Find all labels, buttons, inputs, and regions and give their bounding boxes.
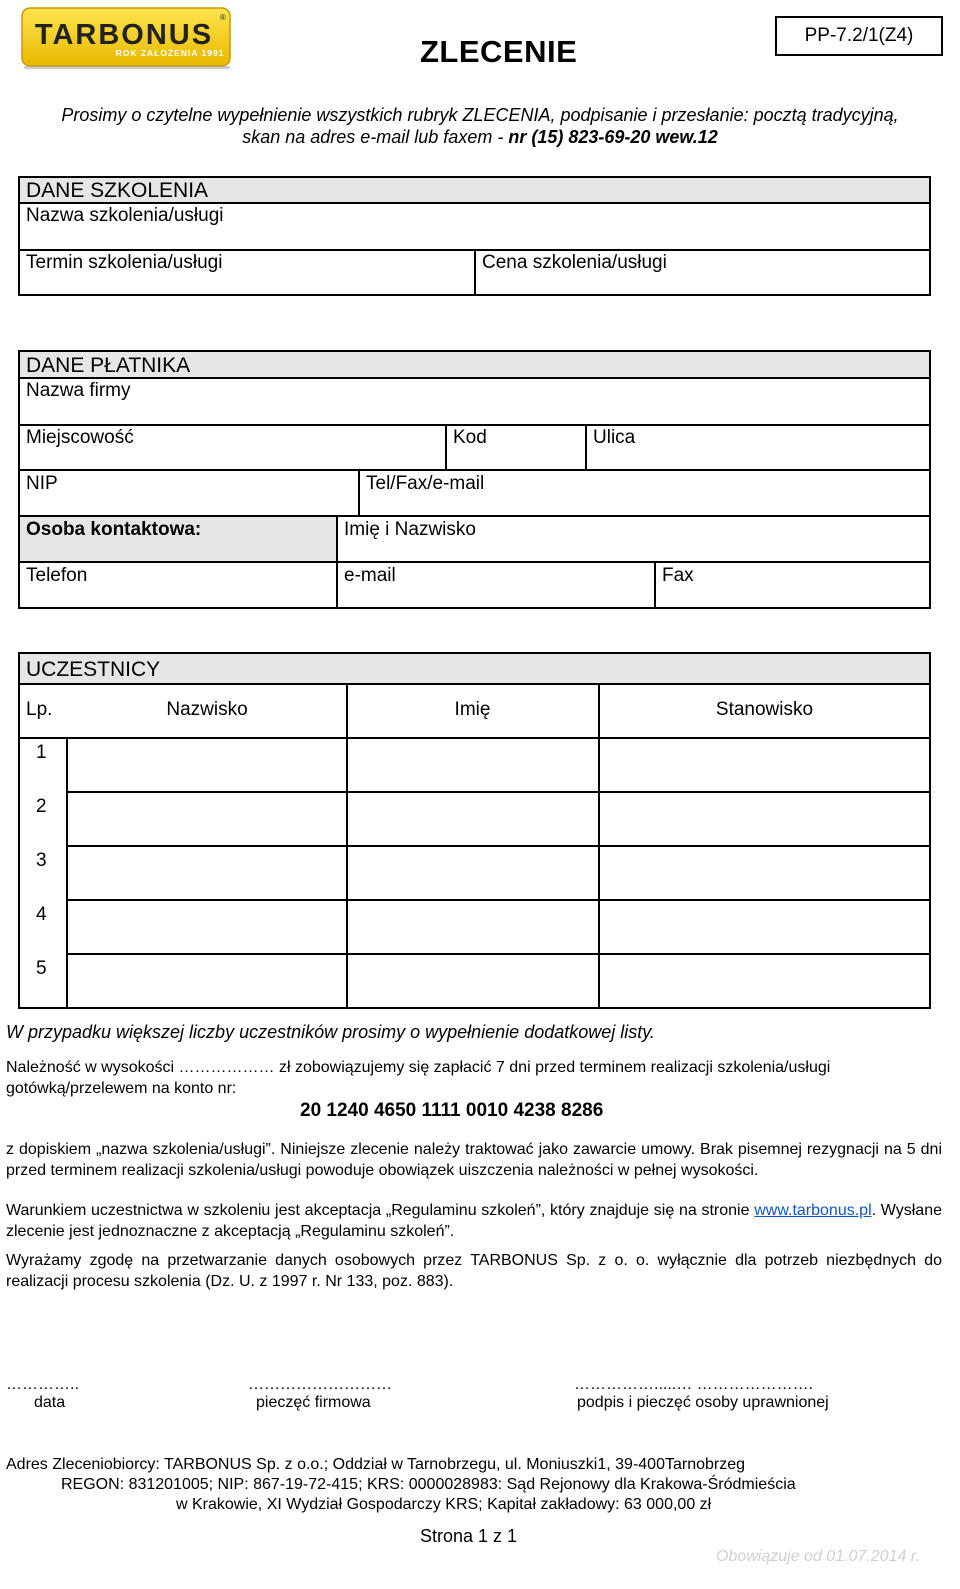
terms-paragraph-1: z dopiskiem „nazwa szkolenia/usługi”. Niniejsze zlecenie należy traktować jako zawarcie umowy. Brak pisemnej rezygnacji na 5 dni przed terminem realizacji szkolenia/usługi powoduje obowiązek uiszczenia należności w pełnej wysokości. — [6, 1141, 942, 1179]
additional-list-note: W przypadku większej liczby uczestników prosimy o wypełnienie dodatkowej listy. — [6, 1022, 655, 1042]
page-number: Strona 1 z 1 — [420, 1526, 518, 1546]
valid-from-note: Obowiązuje od 01.07.2014 r. — [716, 1548, 920, 1565]
date-dots: ………….. — [6, 1376, 79, 1393]
participant-5-firstname[interactable] — [348, 955, 598, 1007]
svg-text:ROK ZAŁOŻENIA 1991: ROK ZAŁOŻENIA 1991 — [115, 48, 225, 58]
date-label: data — [34, 1394, 66, 1411]
footer-court: w Krakowie, XI Wydział Gospodarczy KRS; Kapitał zakładowy: 63 000,00 zł — [176, 1496, 712, 1513]
training-heading: DANE SZKOLENIA — [26, 179, 209, 202]
participant-2-surname[interactable] — [68, 793, 346, 845]
footer-address: Adres Zleceniobiorcy: TARBONUS Sp. z o.o.; Oddział w Tarnobrzegu, ul. Moniuszki1, 39-400Tarnobrzeg — [6, 1456, 746, 1473]
participant-1-position[interactable] — [600, 739, 929, 791]
document-id: PP-7.2/1(Z4) — [804, 25, 914, 46]
training-date-field[interactable]: Termin szkolenia/usługi — [26, 252, 223, 273]
participant-2-firstname[interactable] — [348, 793, 598, 845]
participant-5-position[interactable] — [600, 955, 929, 1007]
fax-field[interactable]: Fax — [662, 565, 694, 586]
col-header-position: Stanowisko — [715, 699, 814, 720]
payment-line-2: gotówką/przelewem na konto nr: — [6, 1079, 237, 1097]
nip-field[interactable]: NIP — [26, 473, 58, 494]
signature-label: podpis i pieczęć osoby uprawnionej — [577, 1394, 829, 1411]
col-header-firstname: Imię — [454, 699, 491, 720]
payer-heading: DANE PŁATNIKA — [26, 354, 191, 377]
row-number-4: 4 — [36, 904, 47, 925]
row-number-1: 1 — [36, 742, 47, 763]
row-number-2: 2 — [36, 796, 47, 817]
contact-fullname-field[interactable]: Imię i Nazwisko — [344, 519, 476, 540]
company-name-field[interactable]: Nazwa firmy — [26, 380, 131, 401]
postal-code-field[interactable]: Kod — [453, 427, 487, 448]
stamp-label: pieczęć firmowa — [256, 1394, 371, 1411]
participant-1-surname[interactable] — [68, 739, 346, 791]
nip-digit-slots — [28, 511, 346, 514]
participants-table — [18, 652, 931, 1009]
document-title: ZLECENIE — [420, 34, 578, 69]
signature-dots: …………….....… …………………. — [574, 1376, 814, 1393]
svg-text:®: ® — [220, 13, 226, 22]
participant-3-position[interactable] — [600, 847, 929, 899]
email-field[interactable]: e-mail — [344, 565, 396, 586]
consent-paragraph: Wyrażamy zgodę na przetwarzanie danych osobowych przez TARBONUS Sp. z o. o. wyłącznie dla potrzeb niezbędnych do realizacji procesu szkolenia (Dz. U. z 1997 r. Nr 133, poz. 883). — [6, 1252, 942, 1290]
payment-line-1: Należność w wysokości ……………… zł zobowiązujemy się zapłacić 7 dni przed terminem realizacji szkolenia/usługi — [6, 1059, 831, 1076]
phone-field[interactable]: Telefon — [26, 565, 88, 586]
payer-section — [18, 350, 931, 609]
city-field[interactable]: Miejscowość — [26, 427, 134, 448]
footer-registry: REGON: 831201005; NIP: 867-19-72-415; KRS: 0000028983: Sąd Rejonowy dla Krakowa-Śródmieścia — [61, 1476, 796, 1493]
participants-heading: UCZESTNICY — [26, 658, 161, 681]
contact-person-label: Osoba kontaktowa: — [26, 519, 202, 540]
payment-text — [6, 1058, 942, 1099]
participant-2-position[interactable] — [600, 793, 929, 845]
bank-account-number: 20 1240 4650 1111 0010 4238 8286 — [300, 1100, 604, 1121]
participant-4-firstname[interactable] — [348, 901, 598, 953]
training-price-field[interactable]: Cena szkolenia/usługi — [482, 252, 667, 273]
col-header-surname: Nazwisko — [166, 699, 248, 720]
participant-5-surname[interactable] — [68, 955, 346, 1007]
fax-number: nr (15) 823-69-20 wew.12 — [508, 127, 718, 147]
street-field[interactable]: Ulica — [593, 427, 636, 448]
document-id-box — [775, 16, 943, 56]
participant-3-firstname[interactable] — [348, 847, 598, 899]
participant-1-firstname[interactable] — [348, 739, 598, 791]
training-section — [18, 176, 931, 296]
svg-text:TARBONUS: TARBONUS — [34, 19, 214, 51]
col-header-lp: Lp. — [26, 699, 53, 720]
stamp-dots: ……………………… — [248, 1376, 392, 1393]
training-name-field[interactable]: Nazwa szkolenia/usługi — [26, 205, 224, 226]
website-link[interactable]: www.tarbonus.pl — [754, 1202, 872, 1219]
row-number-3: 3 — [36, 850, 47, 871]
terms-paragraph-2: Warunkiem uczestnictwa w szkoleniu jest akceptacja „Regulaminu szkoleń”, który znajduje się na stronie www.tarbonus.pl. Wysłane zlecenie jest jednoznaczne z akceptacją „Regulaminu szkoleń”. — [6, 1202, 943, 1240]
row-number-5: 5 — [36, 958, 47, 979]
participant-4-position[interactable] — [600, 901, 929, 953]
participant-3-surname[interactable] — [68, 847, 346, 899]
tel-fax-email-field[interactable]: Tel/Fax/e-mail — [366, 473, 485, 494]
intro-line-2: skan na adres e-mail lub faxem - nr (15) 823-69-20 wew.12 — [242, 127, 718, 147]
intro-line-1: Prosimy o czytelne wypełnienie wszystkich rubryk ZLECENIA, podpisanie i przesłanie: pocztą tradycyjną, — [61, 105, 899, 125]
company-logo — [20, 6, 235, 70]
participant-4-surname[interactable] — [68, 901, 346, 953]
intro-text — [10, 104, 950, 148]
